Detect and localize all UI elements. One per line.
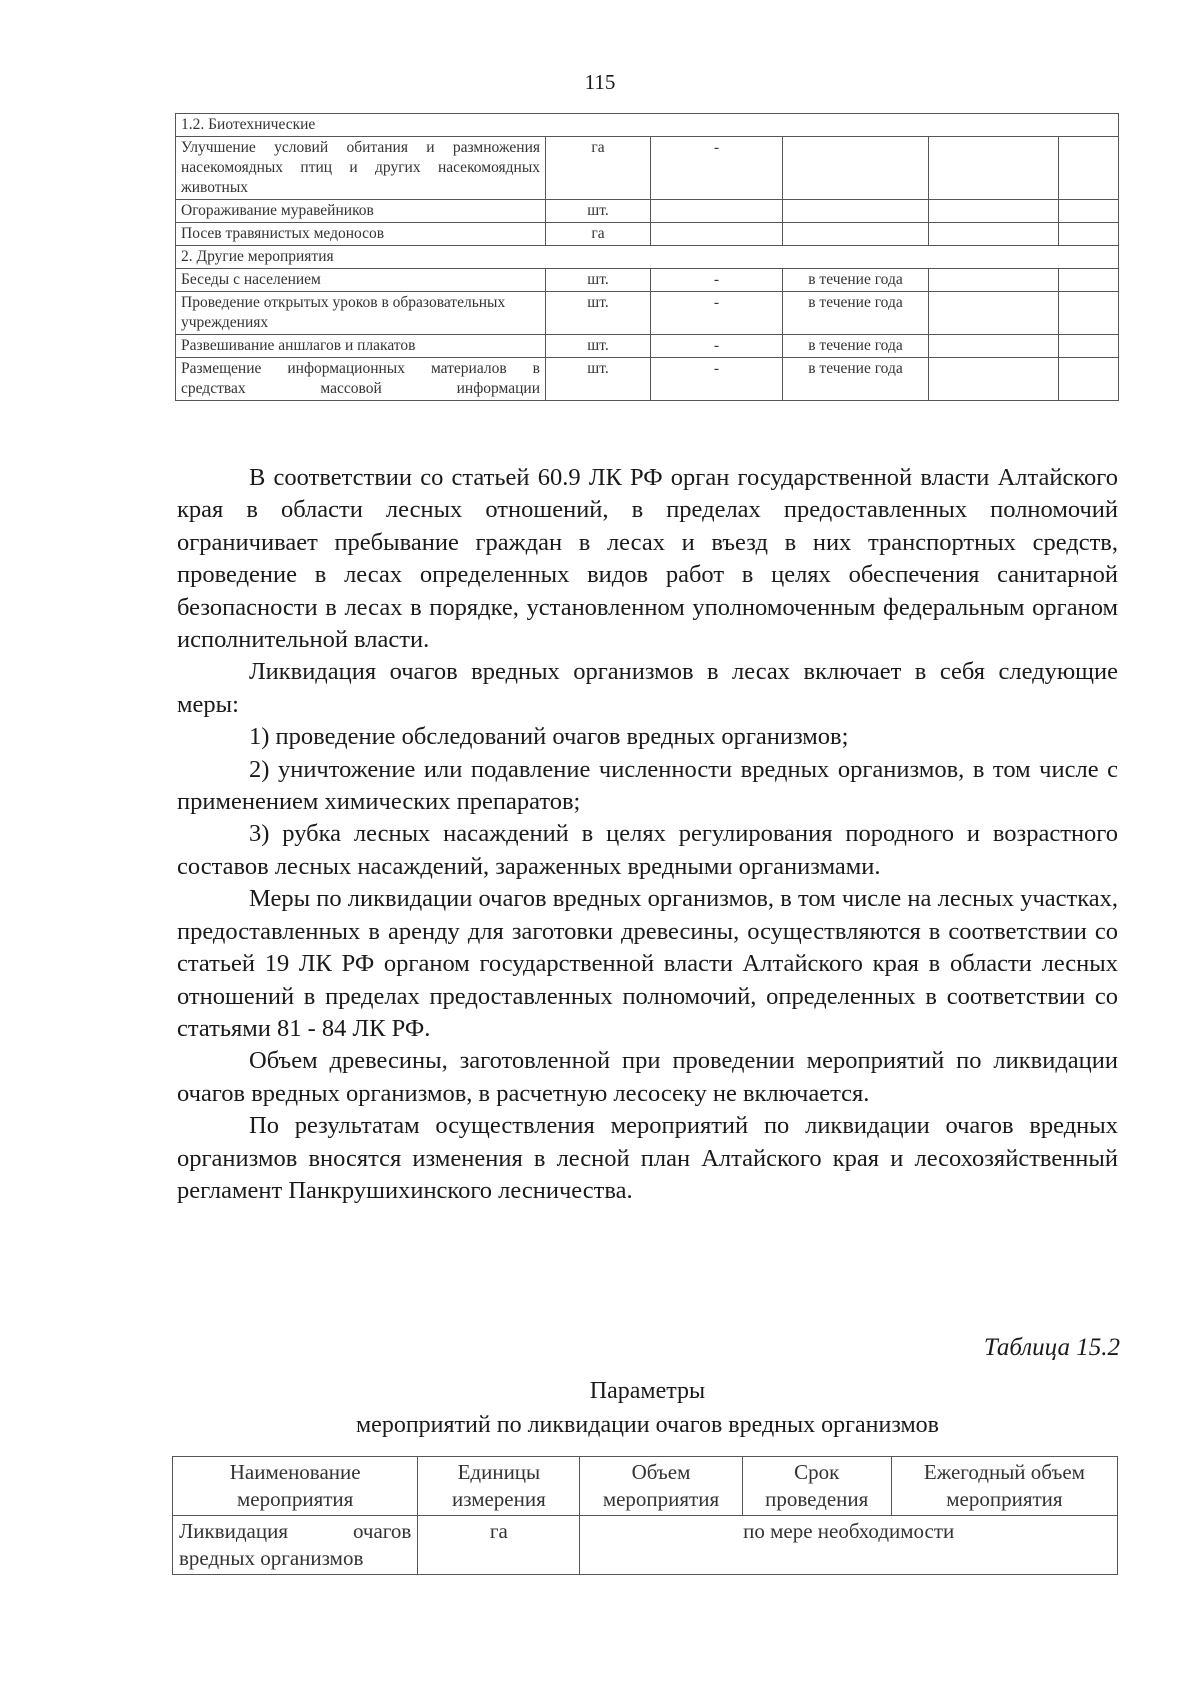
paragraph: Объем древесины, заготовленной при проведении мероприятий по ликвидации очагов вредных организмов, в расчетную лесосеку не включается. <box>177 1047 1118 1107</box>
table-row <box>176 335 1119 358</box>
table-row <box>173 1516 1118 1575</box>
cell-period <box>783 137 929 200</box>
list-item: 3) рубка лесных насаждений в целях регулирования породного и возрастного составов лесных насаждений, зараженных вредными организмами. <box>177 820 1118 880</box>
cell-unit: шт. <box>546 335 651 358</box>
cell-merged: по мере необходимости <box>580 1516 1118 1575</box>
cell-empty <box>929 292 1059 335</box>
page-number: 115 <box>584 70 616 94</box>
table-row <box>176 223 1119 246</box>
cell-empty <box>1059 137 1119 200</box>
section-row <box>176 246 1119 269</box>
measures-table <box>175 113 1119 401</box>
cell-unit: га <box>418 1516 580 1575</box>
cell-unit: га <box>546 137 651 200</box>
cell-value: - <box>651 137 783 200</box>
table-row <box>176 137 1119 200</box>
cell-name: Развешивание аншлагов и плакатов <box>176 335 546 358</box>
section-row <box>176 114 1119 137</box>
table-row <box>176 358 1119 401</box>
table-row <box>176 200 1119 223</box>
cell-value <box>651 223 783 246</box>
cell-empty <box>929 335 1059 358</box>
table-title-line: Параметры <box>589 1378 706 1404</box>
cell-name: Беседы с населением <box>176 269 546 292</box>
cell-unit: га <box>546 223 651 246</box>
table-row <box>176 292 1119 335</box>
cell-period: в течение года <box>783 335 929 358</box>
cell-name: Посев травянистых медоносов <box>176 223 546 246</box>
cell-empty <box>1059 292 1119 335</box>
cell-value: - <box>651 335 783 358</box>
cell-value: - <box>651 269 783 292</box>
table-row <box>176 269 1119 292</box>
cell-value: - <box>651 358 783 401</box>
cell-unit: шт. <box>546 358 651 401</box>
cell-period <box>783 223 929 246</box>
cell-name: Размещение информационных материалов в средствах массовой информации <box>176 358 546 401</box>
cell-unit: шт. <box>546 200 651 223</box>
cell-name: Ликвидация очагов вредных организмов <box>173 1516 418 1575</box>
cell-empty <box>929 200 1059 223</box>
cell-unit: шт. <box>546 269 651 292</box>
paragraph: По результатам осуществления мероприятий по ликвидации очагов вредных организмов вносятся изменения в лесной план Алтайского края и лесохозяйственный регламент Панкрушихинского лесничества. <box>177 1112 1118 1204</box>
cell-empty <box>1059 335 1119 358</box>
cell-period: в течение года <box>783 358 929 401</box>
header-cell: Наименование мероприятия <box>173 1457 418 1516</box>
table-caption: Таблица 15.2 <box>983 1334 1120 1361</box>
cell-empty <box>929 137 1059 200</box>
cell-empty <box>929 358 1059 401</box>
body-text <box>177 462 1118 1207</box>
paragraph: Меры по ликвидации очагов вредных организмов, в том числе на лесных участках, предоставленных в аренду для заготовки древесины, осуществляются в соответствии со статьей 19 ЛК РФ органом государственной власти Алтайского края в области лесных отношений в пределах предоставленных полномочий, определенных в соответствии со статьями 81 - 84 ЛК РФ. <box>177 885 1118 1042</box>
cell-empty <box>1059 200 1119 223</box>
header-cell: Срок проведения <box>742 1457 891 1516</box>
header-cell: Единицы измерения <box>418 1457 580 1516</box>
cell-value: - <box>651 292 783 335</box>
cell-name: Огораживание муравейников <box>176 200 546 223</box>
cell-name: Улучшение условий обитания и размножения насекомоядных птиц и других насекомоядных животных <box>176 137 546 200</box>
table-title <box>177 1374 1118 1442</box>
section-title: 1.2. Биотехнические <box>176 114 1119 137</box>
cell-period <box>783 200 929 223</box>
table-title-line: мероприятий по ликвидации очагов вредных организмов <box>355 1412 939 1438</box>
list-item: 1) проведение обследований очагов вредных организмов; <box>249 723 849 751</box>
cell-empty <box>1059 358 1119 401</box>
list-item: 2) уничтожение или подавление численности вредных организмов, в том числе с применением химических препаратов; <box>177 755 1118 816</box>
paragraph: Ликвидация очагов вредных организмов в лесах включает в себя следующие меры: <box>177 658 1118 718</box>
cell-empty <box>1059 223 1119 246</box>
cell-period: в течение года <box>783 269 929 292</box>
header-cell: Объем мероприятия <box>580 1457 742 1516</box>
cell-unit: шт. <box>546 292 651 335</box>
cell-value <box>651 200 783 223</box>
table-header-row <box>173 1457 1118 1516</box>
cell-period: в течение года <box>783 292 929 335</box>
cell-empty <box>929 269 1059 292</box>
cell-empty <box>1059 269 1119 292</box>
header-cell: Ежегодный объем мероприятия <box>891 1457 1117 1516</box>
cell-name: Проведение открытых уроков в образовательных учреждениях <box>176 292 546 335</box>
cell-empty <box>929 223 1059 246</box>
section-title: 2. Другие мероприятия <box>176 246 1119 269</box>
parameters-table <box>172 1456 1118 1575</box>
paragraph: В соответствии со статьей 60.9 ЛК РФ орган государственной власти Алтайского края в области лесных отношений, в пределах предоставленных полномочий ограничивает пребывание граждан в лесах и въезд в них транспортных средств, проведение в лесах определенных видов работ в целях обеспечения санитарной безопасности в лесах в порядке, установленном уполномоченным федеральным органом исполнительной власти. <box>177 464 1118 654</box>
